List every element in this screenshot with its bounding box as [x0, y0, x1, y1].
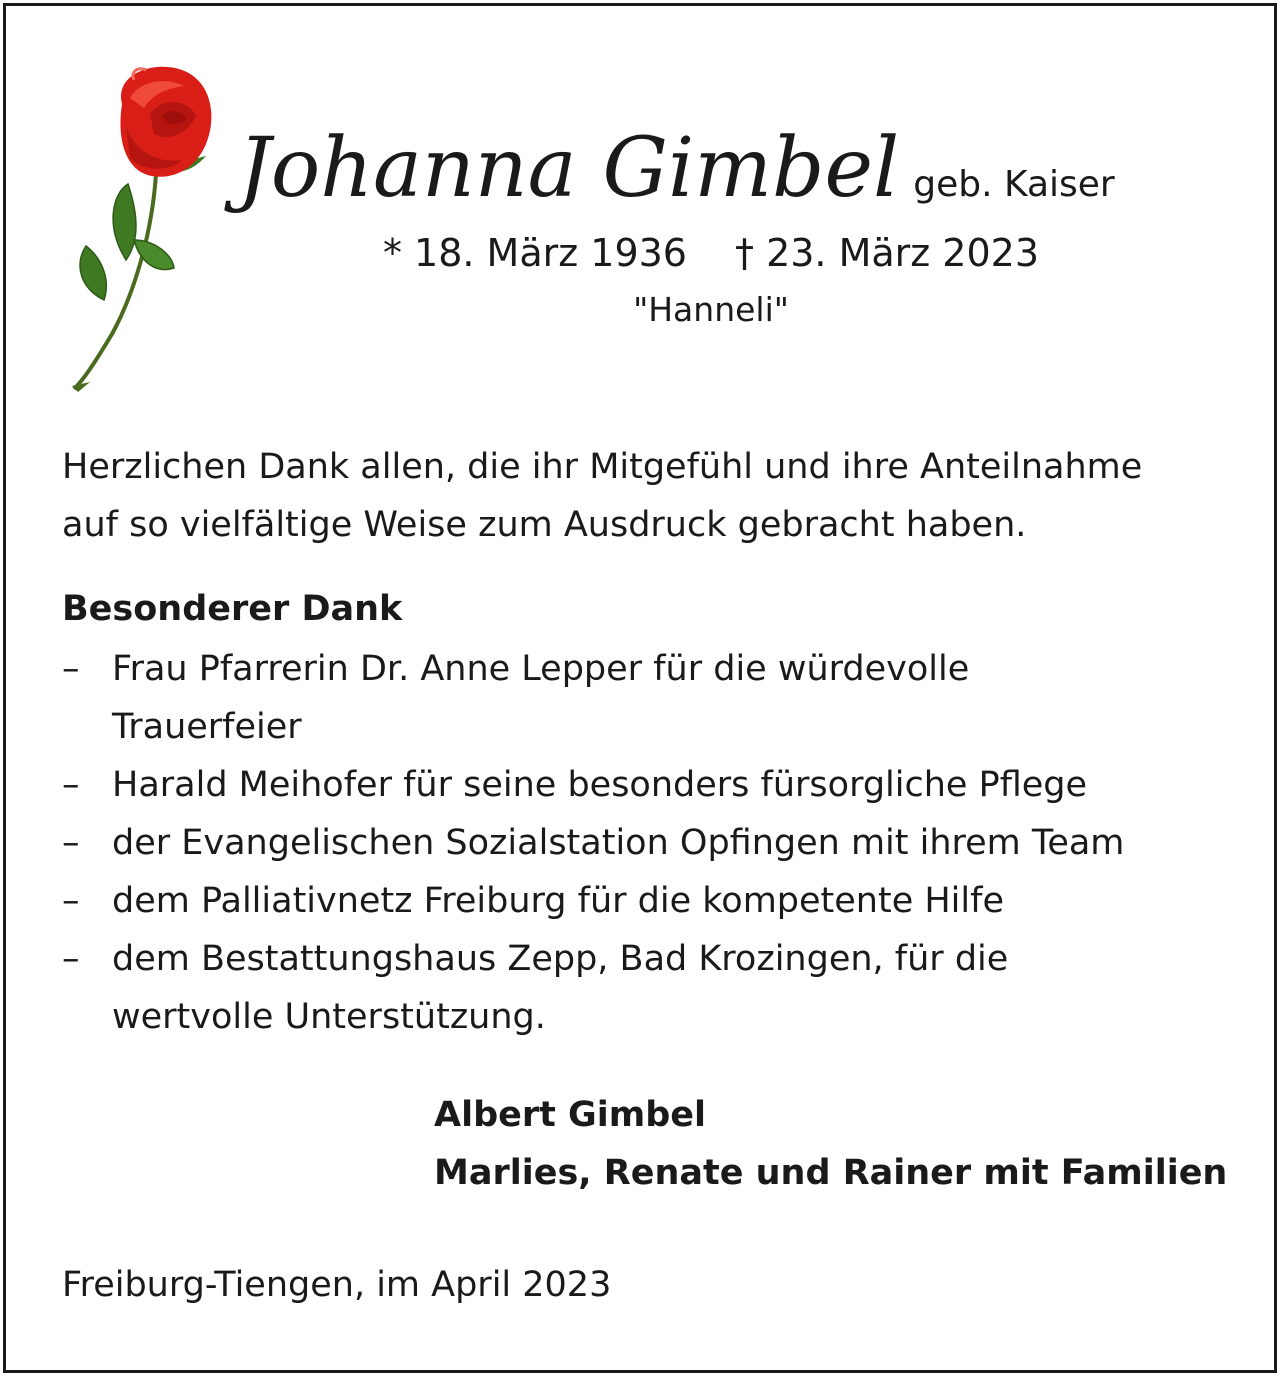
- obituary-notice: [3, 3, 1277, 1373]
- thanks-list: [62, 640, 1252, 1046]
- name-line: [238, 114, 1228, 224]
- list-item-line: Frau Pfarrerin Dr. Anne Lepper für die würdevolle: [112, 649, 970, 689]
- birth-date: * 18. März 1936: [382, 231, 687, 275]
- signer-name: Marlies, Renate und Rainer mit Familien: [434, 1153, 1228, 1193]
- list-item: [62, 872, 1252, 930]
- list-item: [62, 930, 1252, 1046]
- rose-icon: [64, 64, 224, 394]
- dash-bullet: –: [62, 881, 80, 921]
- signer-name: Albert Gimbel: [434, 1095, 707, 1135]
- intro-line: auf so vielfältige Weise zum Ausdruck gebracht haben.: [62, 505, 1027, 545]
- dash-bullet: –: [62, 939, 80, 979]
- maiden-name: geb. Kaiser: [913, 164, 1115, 205]
- life-dates: [246, 228, 1176, 278]
- list-item-line: dem Bestattungshaus Zepp, Bad Krozingen, für die: [112, 939, 1009, 979]
- list-item: [62, 814, 1252, 872]
- intro-line: Herzlichen Dank allen, die ihr Mitgefühl und ihre Anteilnahme: [62, 447, 1143, 487]
- nickname: "Hanneli": [633, 290, 789, 329]
- death-date: † 23. März 2023: [735, 231, 1040, 275]
- list-item: [62, 756, 1252, 814]
- signers: [434, 1086, 1227, 1202]
- list-item-line: der Evangelischen Sozialstation Opfingen mit ihrem Team: [112, 823, 1125, 863]
- list-item-line: Trauerfeier: [112, 707, 302, 747]
- list-item-line: Harald Meihofer für seine besonders fürsorgliche Pflege: [112, 765, 1088, 805]
- list-item: [62, 640, 1252, 756]
- list-item-line: wertvolle Unterstützung.: [112, 997, 546, 1037]
- intro-text: [62, 438, 1252, 554]
- place-date: Freiburg-Tiengen, im April 2023: [62, 1265, 612, 1305]
- list-item-line: dem Palliativnetz Freiburg für die kompetente Hilfe: [112, 881, 1004, 921]
- thanks-heading: Besonderer Dank: [62, 589, 403, 629]
- dash-bullet: –: [62, 823, 80, 863]
- dash-bullet: –: [62, 649, 80, 689]
- dash-bullet: –: [62, 765, 80, 805]
- deceased-name: Johanna Gimbel: [238, 121, 900, 216]
